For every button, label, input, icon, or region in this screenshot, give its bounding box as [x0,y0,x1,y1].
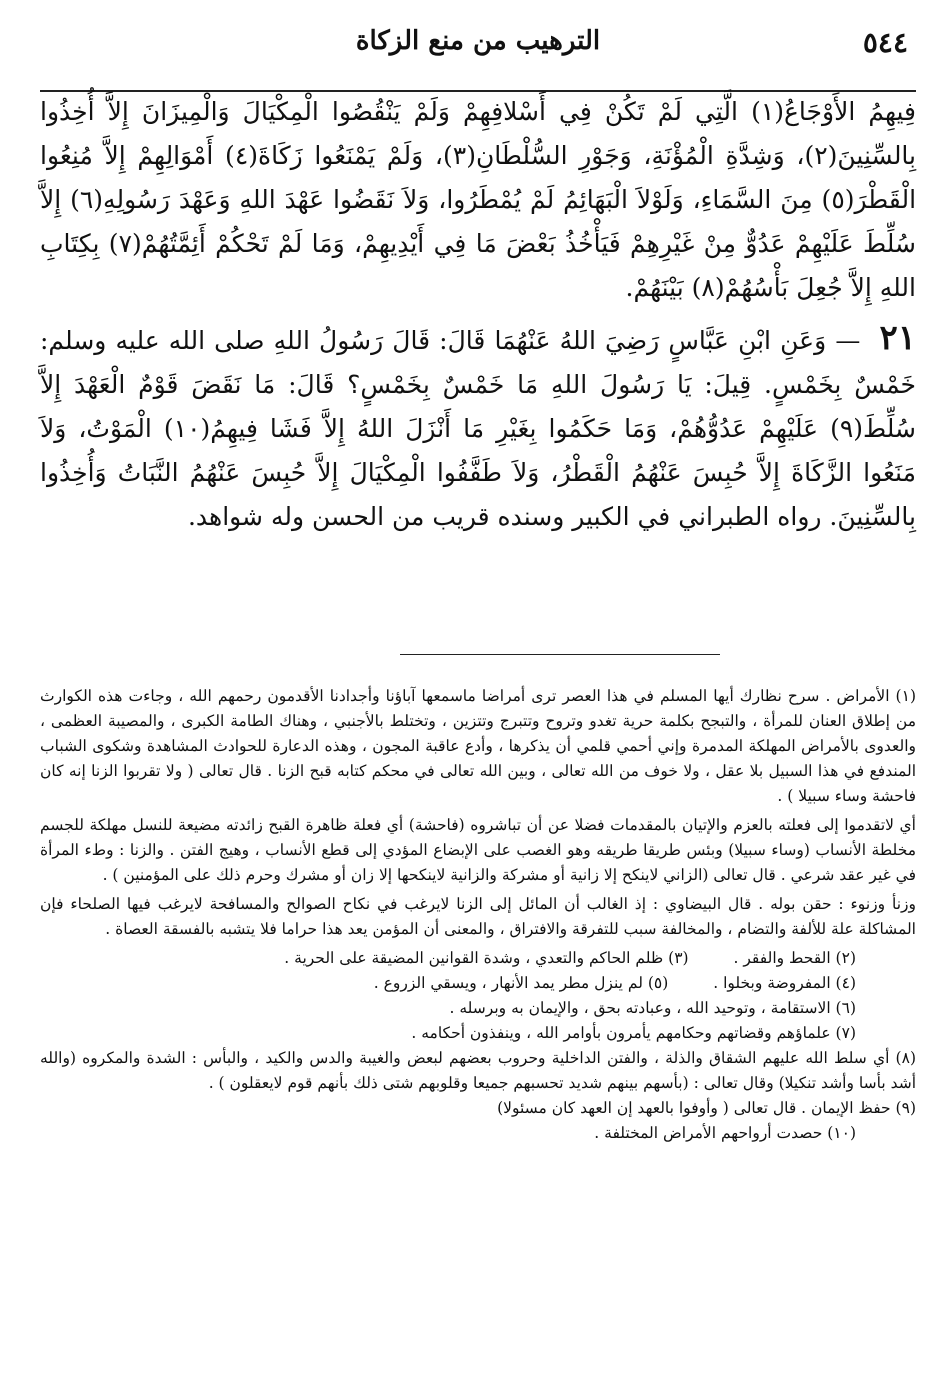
hadith-21-text: وَعَنِ ابْنِ عَبَّاسٍ رَضِيَ اللهُ عَنْهُمَا قَالَ: قَالَ رَسُولُ اللهِ صلى الله عليه وسلم: خَمْسٌ بِخَمْسٍ. قِيلَ: يَا رَسُولَ اللهِ مَا خَمْسٌ بِخَمْسٍ؟ قَالَ: مَا نَقَضَ قَوْمٌ الْعَهْدَ إِلاَّ سُلِّطَ(٩) عَلَيْهِمْ عَدُوُّهُمْ، وَمَا حَكَمُوا بِغَيْرِ مَا أَنْزَلَ اللهُ إِلاَّ فَشَا فِيهِمُ(١٠) الْمَوْتُ، وَلاَ مَنَعُوا الزَّكَاةَ إِلاَّ حُبِسَ عَنْهُمُ الْقَطْرُ، وَلاَ طَفَّفُوا الْمِكْيَالَ إِلاَّ حُبِسَ عَنْهُمُ النَّبَاتُ وَأُخِذُوا بِالسِّنِينَ. رواه الطبراني في الكبير وسنده قريب من الحسن وله شواهد. [40,326,916,531]
footnote-5: (٥) لم ينزل مطر يمد الأنهار ، ويسقي الزروع . [373,974,669,992]
hadith-21: ٢١ — وَعَنِ ابْنِ عَبَّاسٍ رَضِيَ اللهُ عَنْهُمَا قَالَ: قَالَ رَسُولُ اللهِ صلى الله عليه وسلم: خَمْسٌ بِخَمْسٍ. قِيلَ: يَا رَسُولَ اللهِ مَا خَمْسٌ بِخَمْسٍ؟ قَالَ: مَا نَقَضَ قَوْمٌ الْعَهْدَ إِلاَّ سُلِّطَ(٩) عَلَيْهِمْ عَدُوُّهُمْ، وَمَا حَكَمُوا بِغَيْرِ مَا أَنْزَلَ اللهُ إِلاَّ فَشَا فِيهِمُ(١٠) الْمَوْتُ، وَلاَ مَنَعُوا الزَّكَاةَ إِلاَّ حُبِسَ عَنْهُمُ الْقَطْرُ، وَلاَ طَفَّفُوا الْمِكْيَالَ إِلاَّ حُبِسَ عَنْهُمُ النَّبَاتُ وَأُخِذُوا بِالسِّنِينَ. رواه الطبراني في الكبير وسنده قريب من الحسن وله شواهد. [40,318,916,531]
page-number: ٥٤٤ [862,26,908,59]
footnote-4: (٤) المفروضة وبخلوا . [713,974,856,992]
footnote-1c: وزنأ وزنوء : حقن بوله . قال البيضاوي : إذ الغالب أن المائل إلى الزنا لايرغب في نكاح الصوالح والمسافحة لايرغب فيها الصلحاء فإن المشاكلة علة للألفة والتضام ، والمخالفة سبب للتفرقة والافتراق ، والمعنى أن المؤمن يعد هذا حراما فلا يتشبه بالفسقة العصاة . [40,895,916,938]
book-page [40,0,916,1374]
hadith-number: ٢١ [879,318,916,358]
footnote-7: (٧) علماؤهم وقضاتهم وحكامهم يأمرون بأوامر الله ، وينفذون أحكامه . [411,1024,856,1042]
footnote-6: (٦) الاستقامة ، وتوحيد الله ، وعبادته بحق ، والإيمان به وبرسله . [449,999,856,1017]
page-header [40,20,916,72]
footnotes [40,684,916,1146]
footnote-1b: أي لاتقدموا إلى فعلته بالعزم والإتيان بالمقدمات فضلا عن أن تباشروه (فاحشة) أي فعلة ظاهرة القبح زائدته مضيعة للنسل مهلكة للجسم مخلطة الأنساب (وساء سبيلا) وبئس طريقا طريقه وهو الغصب على الإبضاع المؤدي إلى قطع الأنساب ، وهيج الفتن . والزنا : وطء المرأة في غير عقد شرعي . قال تعالى (الزاني لاينكح إلا زانية أو مشركة والزانية لاينكحها إلا زان أو مشرك وحرم ذلك على المؤمنين ) . [40,816,916,884]
hadith-20-continuation: فِيهِمُ الأَوْجَاعُ(١) الَّتِي لَمْ تَكُنْ فِي أَسْلافِهِمْ وَلَمْ يَنْقُصُوا الْمِكْيَالَ وَالْمِيزَانَ إِلاَّ أُخِذُوا بِالسِّنِينَ(٢)، وَشِدَّةِ الْمُؤْنَةِ، وَجَوْرِ السُّلْطَانِ(٣)، وَلَمْ يَمْنَعُوا زَكَاةَ(٤) أَمْوَالِهِمْ إِلاَّ مُنِعُوا الْقَطْرَ(٥) مِنَ السَّمَاءِ، وَلَوْلاَ الْبَهَائِمُ لَمْ يُمْطَرُوا، وَلاَ نَقَضُوا عَهْدَ اللهِ وَعَهْدَ رَسُولِهِ(٦) إِلاَّ سُلِّطَ عَلَيْهِمْ عَدُوٌّ مِنْ غَيْرِهِمْ فَيَأْخُذُ بَعْضَ مَا فِي أَيْدِيهِمْ، وَمَا لَمْ تَحْكُمْ أَئِمَّتُهُمْ(٧) بِكِتَابِ اللهِ إِلاَّ جُعِلَ بَأْسُهُمْ(٨) بَيْنَهُمْ. [40,97,917,302]
footnote-8: (٨) أي سلط الله عليهم الشقاق والذلة ، والفتن الداخلية وحروب بعضهم لبعض والغيبة والدس والكيد ، والبأس : الشدة والمكروه (والله أشد بأسا وأشد تنكيلا) وقال تعالى : (بأسهم بينهم شديد تحسبهم جميعا وقلوبهم شتى ذلك بأنهم قوم لايعقلون ) . [40,1049,916,1092]
footnote-row [40,971,916,996]
footnote-row [40,946,916,971]
footnote-divider [400,654,720,655]
running-title: الترهيب من منع الزكاة [355,26,601,56]
footnote-list [40,946,916,1146]
footnote-1a: (١) الأمراض . سرح نظارك أيها المسلم في هذا العصر ترى أمراضا ماسمعها آباؤنا وأجدادنا الأقدمون رحمهم الله ، وجاءت هذه الكوارث من إطلاق العنان للمرأة ، والتبجح بكلمة حرية تغدو وتروح وتتبرج وتتزين ، وتختلط بالأجنبي ، وهناك الطامة الكبرى ، والمصيبة العظمى ، والعدوى بالأمراض المهلكة المدمرة وإني أحمي قلمي أن يذكرها ، وأدع عاقبة المجون ، وهذه الدعارة للحوادث المشاهدة وشكوى الشباب المندفع في هذا السبيل بلا عقل ، ولا خوف من الله تعالى ، وبين الله تعالى في محكم كتابه قبح الزنا . قال تعالى ( ولا تقربوا الزنا إنه كان فاحشة وساء سبيلا ) . [40,687,916,805]
footnote-10: (١٠) حصدت أرواحهم الأمراض المختلفة . [594,1124,856,1142]
footnote-2: (٢) القحط والفقر . [733,949,856,967]
footnote-9: (٩) حفظ الإيمان . قال تعالى ( وأوفوا بالعهد إن العهد كان مسئولا) [497,1099,916,1117]
footnote-3: (٣) ظلم الحاكم والتعدي ، وشدة القوانين المضيقة على الحرية . [284,949,689,967]
main-text [40,90,916,539]
